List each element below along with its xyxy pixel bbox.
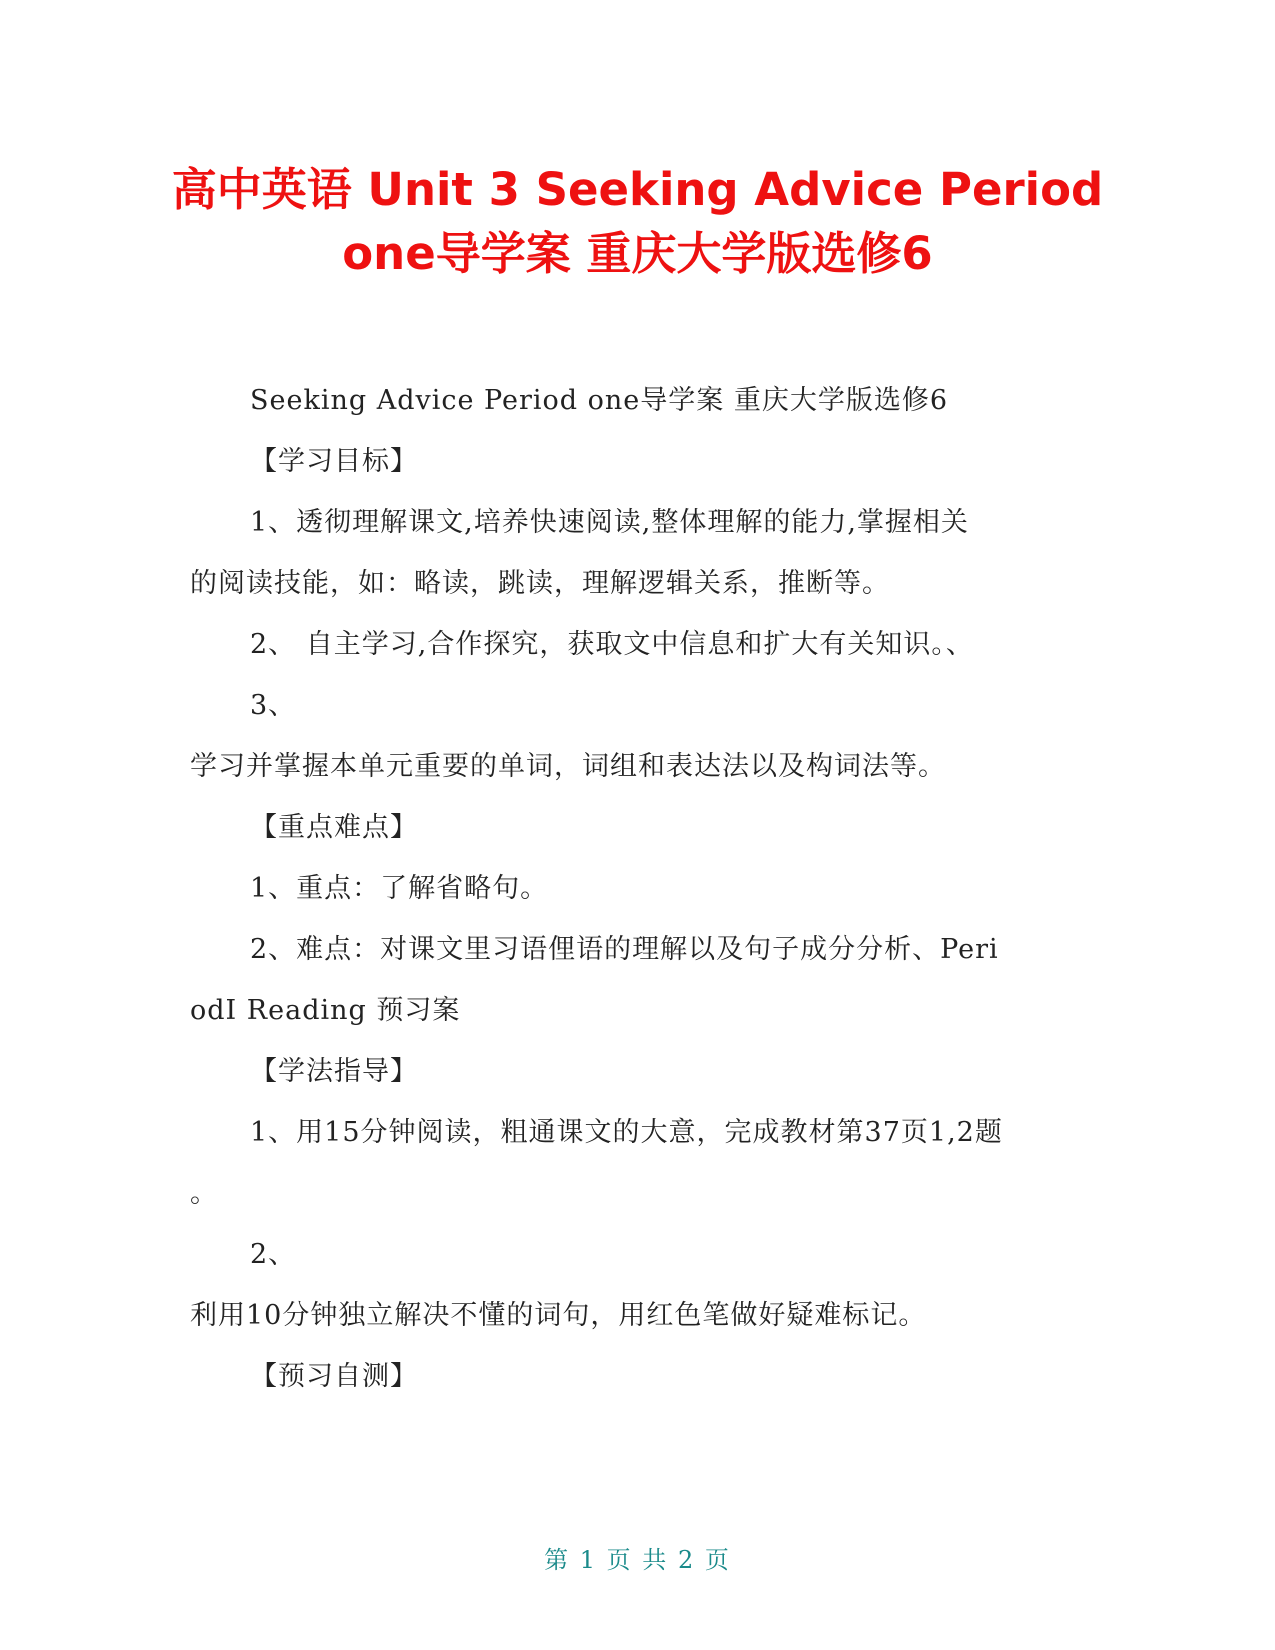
objective-1-line-1: 1、透彻理解课文,培养快速阅读,整体理解的能力,掌握相关: [250, 507, 969, 538]
section-heading-study-guide: 【学法指导】: [250, 1056, 418, 1087]
title-line-1: 高中英语 Unit 3 Seeking Advice Period: [171, 163, 1104, 216]
page-number-footer: 第 1 页 共 2 页: [544, 1546, 731, 1574]
title-line-2: one导学案 重庆大学版选修6: [342, 227, 933, 280]
section-heading-preview-test: 【预习自测】: [250, 1361, 418, 1392]
section-heading-objectives: 【学习目标】: [250, 446, 418, 477]
key-point-2-line-1: 2、难点：对课文里习语俚语的理解以及句子成分分析、Peri: [250, 934, 999, 965]
guide-2-text: 利用10分钟独立解决不懂的词句，用红色笔做好疑难标记。: [190, 1300, 927, 1331]
key-point-1: 1、重点：了解省略句。: [250, 873, 549, 904]
subtitle-line: Seeking Advice Period one导学案 重庆大学版选修6: [250, 385, 949, 416]
objective-1-line-2: 的阅读技能，如：略读，跳读，理解逻辑关系，推断等。: [190, 568, 890, 599]
section-heading-key-points: 【重点难点】: [250, 812, 418, 843]
objective-2: 2、 自主学习,合作探究，获取文中信息和扩大有关知识。、: [250, 629, 974, 660]
document-title: [170, 158, 1105, 286]
guide-2-number: 2、: [250, 1239, 297, 1270]
document-body: [190, 370, 1080, 1407]
guide-1-line-2: 。: [190, 1178, 218, 1209]
key-point-2-line-2: odⅠ Reading 预习案: [190, 995, 461, 1026]
objective-3-number: 3、: [250, 690, 297, 721]
guide-1-line-1: 1、用15分钟阅读，粗通课文的大意，完成教材第37页1,2题: [250, 1117, 1003, 1148]
objective-3-text: 学习并掌握本单元重要的单词，词组和表达法以及构词法等。: [190, 751, 946, 782]
